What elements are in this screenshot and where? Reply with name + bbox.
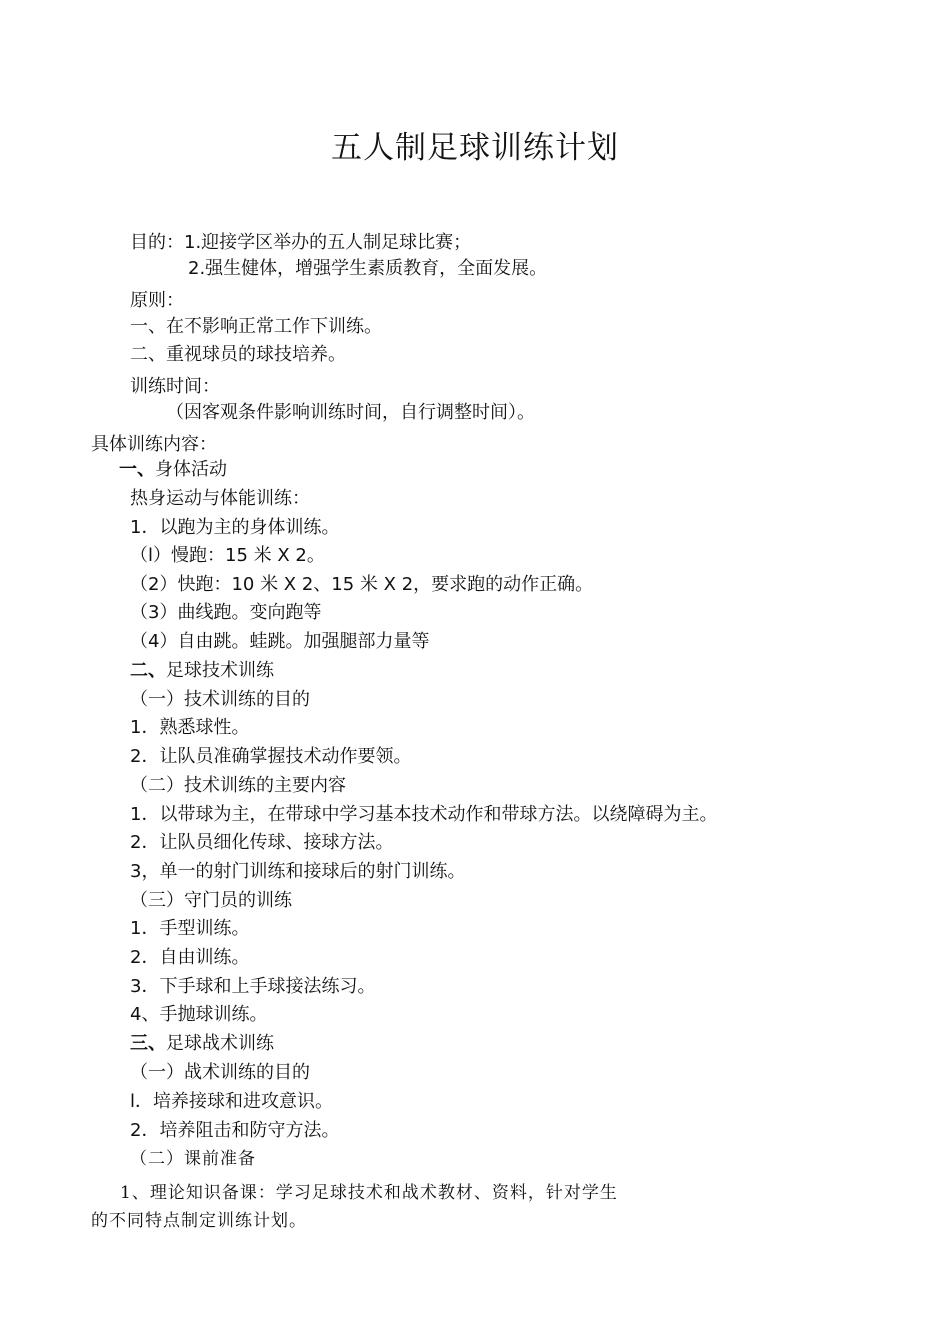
section-title: 足球战术训练 bbox=[166, 1033, 274, 1054]
section2-item: 2．让队员细化传球、接球方法。 bbox=[130, 832, 394, 853]
section-heading-2 bbox=[130, 659, 274, 683]
training-time-note: （因客观条件影响训练时间，自行调整时间）。 bbox=[166, 402, 535, 423]
section-heading-3 bbox=[130, 1032, 274, 1056]
section3-item: （一）战术训练的目的 bbox=[130, 1062, 310, 1083]
training-time-label: 训练时间： bbox=[130, 376, 220, 397]
principle-item: 二、重视球员的球技培养。 bbox=[130, 344, 346, 365]
section2-item: （二）技术训练的主要内容 bbox=[130, 775, 346, 796]
principle-label: 原则： bbox=[130, 290, 184, 311]
purpose-label: 目的： bbox=[130, 232, 184, 253]
section-title: 足球技术训练 bbox=[166, 660, 274, 681]
prep-line: 的不同特点制定训练计划。 bbox=[91, 1211, 307, 1231]
section1-item: （l）慢跑：15 米 X 2。 bbox=[130, 545, 325, 566]
section2-item: 4、手抛球训练。 bbox=[130, 1004, 268, 1025]
section2-item: 1．熟悉球性。 bbox=[130, 717, 250, 738]
section2-item: 3，单一的射门训练和接球后的射门训练。 bbox=[130, 861, 466, 882]
prep-line: 1、理论知识备课：学习足球技术和战术教材、资料，针对学生 bbox=[120, 1183, 618, 1203]
section-number: 二、 bbox=[130, 660, 166, 681]
section-number: 三、 bbox=[130, 1033, 166, 1054]
section-title: 身体活动 bbox=[155, 459, 227, 480]
section1-item: 1．以跑为主的身体训练。 bbox=[130, 517, 340, 538]
section1-item: （4）自由跳。蛙跳。加强腿部力量等 bbox=[130, 631, 430, 652]
section1-sub: 热身运动与体能训练： bbox=[130, 488, 310, 509]
principle-item: 一、在不影响正常工作下训练。 bbox=[130, 316, 382, 337]
section2-item: 1．手型训练。 bbox=[130, 918, 250, 939]
section2-item: 2．自由训练。 bbox=[130, 947, 250, 968]
section2-item: 3．下手球和上手球接法练习。 bbox=[130, 976, 376, 997]
section3-item: l．培养接球和进攻意识。 bbox=[130, 1091, 333, 1112]
purpose-item-1: 1.迎接学区举办的五人制足球比赛； bbox=[184, 232, 472, 253]
section3-item: 2．培养阻击和防守方法。 bbox=[130, 1120, 340, 1141]
section1-item: （3）曲线跑。变向跑等 bbox=[130, 602, 322, 623]
purpose-line-1 bbox=[130, 231, 471, 255]
prep-heading: （二）课前准备 bbox=[130, 1149, 256, 1169]
section-heading-1 bbox=[119, 458, 227, 482]
section2-item: 1．以带球为主，在带球中学习基本技术动作和带球方法。以绕障碍为主。 bbox=[130, 804, 718, 825]
content-label: 具体训练内容： bbox=[91, 434, 217, 455]
section1-item: （2）快跑：10 米 X 2、15 米 X 2，要求跑的动作正确。 bbox=[130, 574, 594, 595]
page-title: 五人制足球训练计划 bbox=[331, 130, 619, 166]
section2-item: （三）守门员的训练 bbox=[130, 890, 292, 911]
section2-item: 2．让队员准确掌握技术动作要领。 bbox=[130, 746, 412, 767]
section-number: 一、 bbox=[119, 459, 155, 480]
section2-item: （一）技术训练的目的 bbox=[130, 689, 310, 710]
purpose-item-2: 2.强生健体，增强学生素质教育，全面发展。 bbox=[188, 258, 548, 279]
